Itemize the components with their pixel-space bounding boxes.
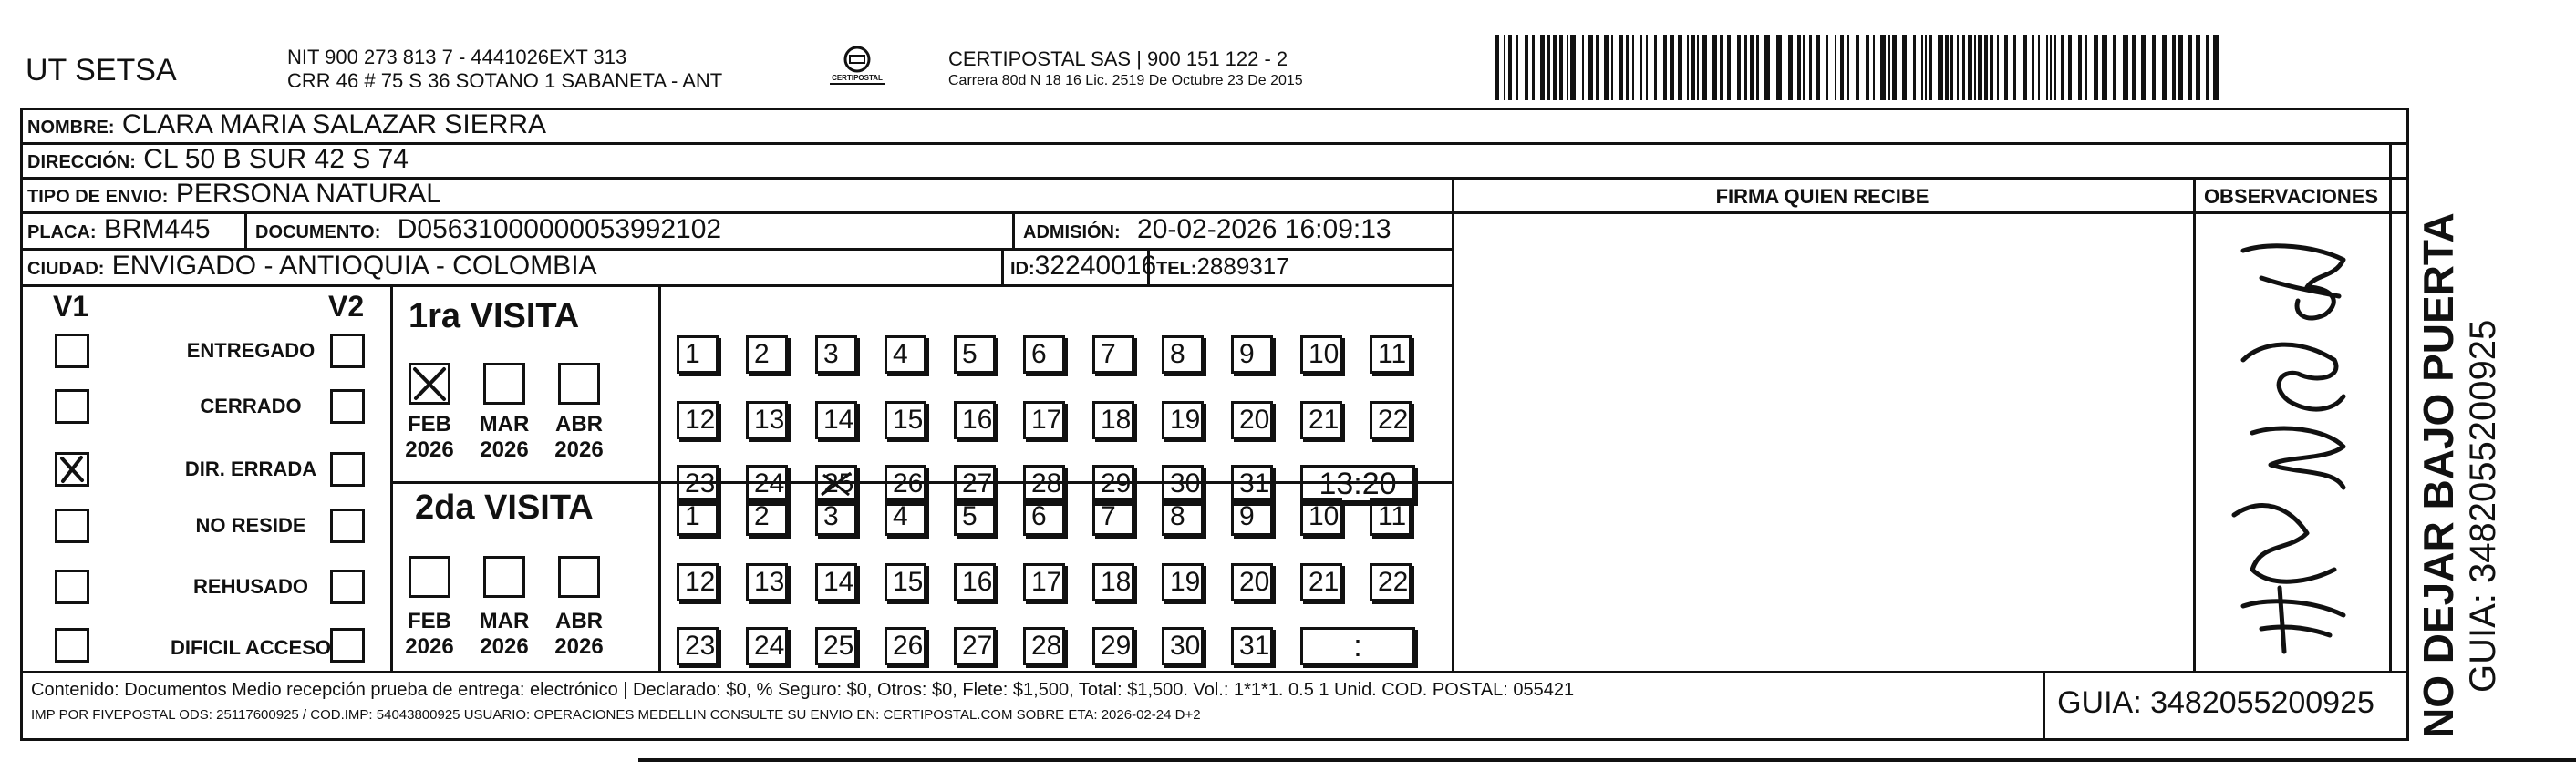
direccion-field: [27, 144, 409, 175]
barcode-bar: [2046, 35, 2048, 100]
barcode-bar: [1788, 35, 1793, 100]
first-visit-day-29[interactable]: 29: [1092, 465, 1134, 503]
tel-field: [1156, 251, 1289, 282]
nombre-label: NOMBRE:: [27, 118, 115, 138]
barcode-bar: [1632, 35, 1634, 100]
dir-errada-v2-checkbox[interactable]: [330, 452, 365, 487]
barcode-bar: [2152, 35, 2156, 100]
first-visit-day-14[interactable]: 14: [815, 401, 857, 439]
id-value: 32240016: [1034, 251, 1157, 281]
first-visit-day-7[interactable]: 7: [1092, 335, 1134, 374]
barcode-bar: [1873, 35, 1875, 100]
barcode-bar: [1720, 35, 1723, 100]
barcode-bar: [1504, 35, 1505, 100]
barcode-bar: [1809, 35, 1812, 100]
second-visit-day-14[interactable]: 14: [815, 563, 857, 601]
page-bottom-line: [638, 758, 2576, 762]
barcode-bar: [1957, 35, 1959, 100]
barcode-bar: [1921, 35, 1923, 100]
status-label: REHUSADO: [193, 575, 308, 598]
first-visit-day-9[interactable]: 9: [1231, 335, 1273, 374]
month-label: FEB: [408, 412, 451, 437]
second-visit-day-3[interactable]: 3: [815, 498, 857, 536]
company-name: UT SETSA: [26, 53, 177, 87]
barcode-bar: [1532, 35, 1535, 100]
second-visit-abr-checkbox[interactable]: [558, 556, 600, 598]
barcode-bar: [1929, 35, 1932, 100]
barcode-bar: [1588, 35, 1593, 100]
barcode-bar: [2113, 35, 2116, 100]
check-x-icon: [411, 365, 448, 402]
barcode-bar: [1856, 35, 1859, 100]
barcode-bar: [1553, 35, 1557, 100]
second-visit-day-26[interactable]: 26: [885, 627, 926, 665]
barcode-bar: [1596, 35, 1599, 100]
tel-value: 2889317: [1196, 252, 1289, 280]
barcode-bar: [1902, 35, 1907, 100]
month-label: MAR: [479, 412, 530, 437]
barcode-bar: [2123, 35, 2128, 100]
barcode-bar: [1712, 35, 1717, 100]
barcode-bar: [1866, 35, 1869, 100]
first-visit-day-1[interactable]: 1: [677, 335, 719, 374]
barcode-bar: [1604, 35, 1609, 100]
barcode-bar: [1816, 35, 1820, 100]
second-visit-day-21[interactable]: 21: [1300, 563, 1342, 601]
first-visit-day-24[interactable]: 24: [746, 465, 788, 503]
barcode-bar: [1508, 35, 1512, 100]
logo-text: CERTIPOSTAL: [832, 74, 883, 82]
first-visit-time-box[interactable]: 13:20: [1300, 465, 1415, 503]
barcode-bar: [1803, 35, 1805, 100]
year-label: 2026: [554, 634, 604, 659]
barcode-bar: [1756, 35, 1759, 100]
barcode-bar: [1495, 35, 1499, 100]
barcode-bar: [1925, 35, 1927, 100]
second-visit-day-9[interactable]: 9: [1231, 498, 1273, 536]
barcode: [1495, 35, 2225, 100]
direccion-label: DIRECCIÓN:: [27, 152, 136, 172]
second-visit-day-7[interactable]: 7: [1092, 498, 1134, 536]
barcode-bar: [2094, 35, 2098, 100]
first-visit-day-4[interactable]: 4: [885, 335, 926, 374]
first-visit-day-25[interactable]: 25: [815, 465, 857, 503]
strike-icon: [818, 468, 854, 500]
first-visit-title: 1ra VISITA: [409, 297, 580, 335]
side-guia: GUIA: 3482055200925: [2463, 319, 2503, 693]
month-label: FEB: [408, 609, 451, 633]
check-x-icon: [57, 455, 87, 484]
barcode-bar: [1750, 35, 1754, 100]
status-label: DIR. ERRADA: [184, 457, 317, 480]
handwritten-signature: [2207, 223, 2362, 661]
placa-value: BRM445: [103, 214, 211, 244]
status-label: ENTREGADO: [186, 339, 316, 362]
id-field: [1010, 251, 1156, 282]
barcode-bar: [1962, 35, 1965, 100]
barcode-bar: [2061, 35, 2064, 100]
entregado-v1-checkbox[interactable]: [55, 334, 89, 368]
barcode-bar: [2038, 35, 2040, 100]
barcode-bar: [2078, 35, 2082, 100]
barcode-bar: [2085, 35, 2087, 100]
barcode-bar: [1880, 35, 1886, 100]
imp-text: IMP POR FIVEPOSTAL ODS: 25117600925 / COD.IMP: 54043800925 USUARIO: OPERACIONES MEDELLIN CONSULTE SU ENVIO EN: CERTIPOSTAL.COM SOBRE ETA: 2026-02-24 D+2: [31, 707, 1201, 723]
first-visit-day-19[interactable]: 19: [1162, 401, 1204, 439]
dificil-acceso-v1-checkbox[interactable]: [55, 628, 89, 663]
barcode-bar: [2068, 35, 2072, 100]
tipo-envio-label: TIPO DE ENVIO:: [27, 187, 169, 207]
barcode-bar: [1567, 35, 1568, 100]
nombre-field: [27, 109, 546, 140]
first-visit-day-18[interactable]: 18: [1092, 401, 1134, 439]
ciudad-field: [27, 251, 597, 282]
documento-field: [255, 214, 721, 245]
id-label: ID:: [1010, 259, 1035, 279]
second-visit-day-1[interactable]: 1: [677, 498, 719, 536]
second-visit-day-8[interactable]: 8: [1162, 498, 1204, 536]
first-visit-day-30[interactable]: 30: [1162, 465, 1204, 503]
barcode-bar: [1764, 35, 1770, 100]
month-label: ABR: [555, 609, 603, 633]
barcode-bar: [1646, 35, 1648, 100]
barcode-bar: [2004, 35, 2008, 100]
second-visit-day-25[interactable]: 25: [815, 627, 857, 665]
no-reside-v2-checkbox[interactable]: [330, 509, 365, 543]
tipo-envio-field: [27, 179, 441, 210]
barcode-bar: [1663, 35, 1667, 100]
second-visit-day-31[interactable]: 31: [1231, 627, 1273, 665]
barcode-bar: [1570, 35, 1576, 100]
barcode-bar: [1990, 35, 1993, 100]
company-address: CRR 46 # 75 S 36 SOTANO 1 SABANETA - ANT: [287, 69, 723, 92]
tel-label: TEL:: [1156, 259, 1197, 279]
barcode-bar: [2188, 35, 2192, 100]
first-visit-day-20[interactable]: 20: [1231, 401, 1273, 439]
barcode-bar: [1691, 35, 1695, 100]
barcode-bar: [1582, 35, 1584, 100]
barcode-bar: [1847, 35, 1849, 100]
first-visit-day-21[interactable]: 21: [1300, 401, 1342, 439]
barcode-bar: [1702, 35, 1707, 100]
first-visit-day-6[interactable]: 6: [1023, 335, 1065, 374]
barcode-bar: [1974, 35, 1976, 100]
barcode-bar: [1687, 35, 1689, 100]
barcode-bar: [1835, 35, 1836, 100]
second-visit-day-4[interactable]: 4: [885, 498, 926, 536]
barcode-bars: [1495, 35, 2225, 100]
barcode-bar: [1826, 35, 1828, 100]
barcode-bar: [1654, 35, 1657, 100]
barcode-bar: [2141, 35, 2146, 100]
barcode-bar: [1997, 35, 1999, 100]
barcode-bar: [2102, 35, 2107, 100]
v2-label: V2: [328, 290, 365, 323]
second-visit-time-box[interactable]: :: [1300, 627, 1415, 665]
month-label: ABR: [555, 412, 603, 437]
first-visit-feb-checkbox[interactable]: [409, 363, 450, 405]
company-nit: NIT 900 273 813 7 - 4441026EXT 313: [287, 46, 627, 68]
placa-label: PLACA:: [27, 222, 97, 242]
second-visit-day-17[interactable]: 17: [1023, 563, 1065, 601]
barcode-bar: [2013, 35, 2016, 100]
barcode-bar: [1640, 35, 1642, 100]
certipostal-name: CERTIPOSTAL SAS | 900 151 122 - 2: [948, 47, 1288, 70]
barcode-bar: [1697, 35, 1699, 100]
certipostal-address: Carrera 80d N 18 16 Lic. 2519 De Octubre 23 De 2015: [948, 73, 1303, 88]
admision-label: ADMISIÓN:: [1023, 222, 1121, 242]
direccion-value: CL 50 B SUR 42 S 74: [143, 144, 409, 174]
month-label: MAR: [479, 609, 530, 633]
first-visit-day-8[interactable]: 8: [1162, 335, 1204, 374]
footer-guia: GUIA: 3482055200925: [2057, 685, 2374, 720]
second-visit-day-5[interactable]: 5: [954, 498, 996, 536]
second-visit-day-13[interactable]: 13: [746, 563, 788, 601]
barcode-bar: [1840, 35, 1844, 100]
admision-value: 20-02-2026 16:09:13: [1137, 214, 1391, 244]
documento-value: D05631000000053992102: [397, 214, 722, 244]
barcode-bar: [1678, 35, 1682, 100]
barcode-bar: [2132, 35, 2136, 100]
year-label: 2026: [480, 634, 529, 659]
barcode-bar: [1626, 35, 1629, 100]
barcode-bar: [2054, 35, 2056, 100]
barcode-bar: [1619, 35, 1623, 100]
barcode-bar: [1950, 35, 1953, 100]
barcode-bar: [2178, 35, 2183, 100]
barcode-bar: [1727, 35, 1731, 100]
first-visit-day-28[interactable]: 28: [1023, 465, 1065, 503]
barcode-bar: [2172, 35, 2176, 100]
barcode-bar: [1737, 35, 1741, 100]
second-visit-feb-checkbox[interactable]: [409, 556, 450, 598]
entregado-v2-checkbox[interactable]: [330, 334, 365, 368]
observaciones-label: OBSERVACIONES: [2203, 185, 2379, 208]
second-visit-day-28[interactable]: 28: [1023, 627, 1065, 665]
year-label: 2026: [480, 437, 529, 462]
ciudad-label: CIUDAD:: [27, 259, 105, 279]
status-label: DIFICIL ACCESO: [170, 636, 331, 659]
first-visit-day-27[interactable]: 27: [954, 465, 996, 503]
first-visit-abr-checkbox[interactable]: [558, 363, 600, 405]
second-visit-day-23[interactable]: 23: [677, 627, 719, 665]
second-visit-day-16[interactable]: 16: [954, 563, 996, 601]
second-visit-title: 2da VISITA: [415, 488, 594, 527]
barcode-bar: [1913, 35, 1916, 100]
first-visit-day-3[interactable]: 3: [815, 335, 857, 374]
barcode-bar: [1968, 35, 1972, 100]
barcode-bar: [1547, 35, 1550, 100]
barcode-bar: [1516, 35, 1518, 100]
documento-label: DOCUMENTO:: [255, 222, 381, 242]
v1-label: V1: [53, 290, 89, 323]
second-visit-day-24[interactable]: 24: [746, 627, 788, 665]
first-visit-day-16[interactable]: 16: [954, 401, 996, 439]
barcode-bar: [1611, 35, 1613, 100]
barcode-bar: [2196, 35, 2200, 100]
barcode-bar: [2213, 35, 2219, 100]
certipostal-logo-icon: [825, 44, 889, 89]
cerrado-v2-checkbox[interactable]: [330, 389, 365, 424]
no-dejar-bajo-puerta: NO DEJAR BAJO PUERTA: [2415, 212, 2462, 738]
cerrado-v1-checkbox[interactable]: [55, 389, 89, 424]
first-visit-day-26[interactable]: 26: [885, 465, 926, 503]
certipostal-logo: [825, 44, 889, 89]
year-label: 2026: [554, 437, 604, 462]
year-label: 2026: [405, 437, 454, 462]
first-visit-day-11[interactable]: 11: [1370, 335, 1412, 374]
year-label: 2026: [405, 634, 454, 659]
admision-field: [1023, 214, 1391, 245]
second-visit-day-10[interactable]: 10: [1300, 498, 1342, 536]
second-visit-day-19[interactable]: 19: [1162, 563, 1204, 601]
barcode-bar: [1945, 35, 1949, 100]
dificil-acceso-v2-checkbox[interactable]: [330, 628, 365, 663]
barcode-bar: [1540, 35, 1545, 100]
first-visit-day-12[interactable]: 12: [677, 401, 719, 439]
barcode-bar: [1525, 35, 1528, 100]
barcode-bar: [2032, 35, 2034, 100]
tipo-envio-value: PERSONA NATURAL: [175, 179, 441, 209]
second-visit-day-29[interactable]: 29: [1092, 627, 1134, 665]
second-visit-mar-checkbox[interactable]: [483, 556, 525, 598]
second-visit-day-6[interactable]: 6: [1023, 498, 1065, 536]
first-visit-mar-checkbox[interactable]: [483, 363, 525, 405]
second-visit-day-18[interactable]: 18: [1092, 563, 1134, 601]
first-visit-day-2[interactable]: 2: [746, 335, 788, 374]
rehusado-v1-checkbox[interactable]: [55, 570, 89, 604]
first-visit-day-23[interactable]: 23: [677, 465, 719, 503]
second-visit-day-11[interactable]: 11: [1370, 498, 1412, 536]
firma-label: FIRMA QUIEN RECIBE: [1715, 185, 1929, 208]
barcode-bar: [1559, 35, 1563, 100]
no-reside-v1-checkbox[interactable]: [55, 509, 89, 543]
first-visit-day-17[interactable]: 17: [1023, 401, 1065, 439]
second-visit-day-27[interactable]: 27: [954, 627, 996, 665]
status-label: NO RESIDE: [195, 514, 306, 537]
barcode-bar: [2050, 35, 2052, 100]
first-visit-day-10[interactable]: 10: [1300, 335, 1342, 374]
barcode-bar: [1797, 35, 1801, 100]
second-visit-day-20[interactable]: 20: [1231, 563, 1273, 601]
placa-field: [27, 214, 211, 245]
nombre-value: CLARA MARIA SALAZAR SIERRA: [121, 109, 547, 139]
ciudad-value: ENVIGADO - ANTIOQUIA - COLOMBIA: [111, 251, 597, 281]
rehusado-v2-checkbox[interactable]: [330, 570, 365, 604]
contenido-text: Contenido: Documentos Medio recepción prueba de entrega: electrónico | Declarado: $0, % Seguro: $0, Otros: $0, Flete: $1,500, Total: $1,500. Vol.: 1*1*1. 0.5 1 Unid. COD. POSTAL: 055421: [31, 680, 1575, 700]
barcode-bar: [1670, 35, 1674, 100]
first-visit-day-13[interactable]: 13: [746, 401, 788, 439]
second-visit-day-15[interactable]: 15: [885, 563, 926, 601]
barcode-bar: [1978, 35, 1982, 100]
side-vertical-text: [2415, 118, 2515, 738]
second-visit-day-12[interactable]: 12: [677, 563, 719, 601]
first-visit-day-31[interactable]: 31: [1231, 465, 1273, 503]
barcode-bar: [1892, 35, 1897, 100]
status-label: CERRADO: [200, 395, 302, 417]
barcode-bar: [2206, 35, 2209, 100]
barcode-bar: [1984, 35, 1988, 100]
barcode-bar: [2023, 35, 2027, 100]
barcode-bar: [1744, 35, 1747, 100]
barcode-bar: [2162, 35, 2167, 100]
second-visit-day-30[interactable]: 30: [1162, 627, 1204, 665]
barcode-bar: [1938, 35, 1943, 100]
second-visit-day-22[interactable]: 22: [1370, 563, 1412, 601]
barcode-bar: [1776, 35, 1782, 100]
dir-errada-v1-checkbox[interactable]: [55, 452, 89, 487]
barcode-bar: [1888, 35, 1890, 100]
first-visit-day-22[interactable]: 22: [1370, 401, 1412, 439]
first-visit-day-5[interactable]: 5: [954, 335, 996, 374]
second-visit-day-2[interactable]: 2: [746, 498, 788, 536]
first-visit-day-15[interactable]: 15: [885, 401, 926, 439]
